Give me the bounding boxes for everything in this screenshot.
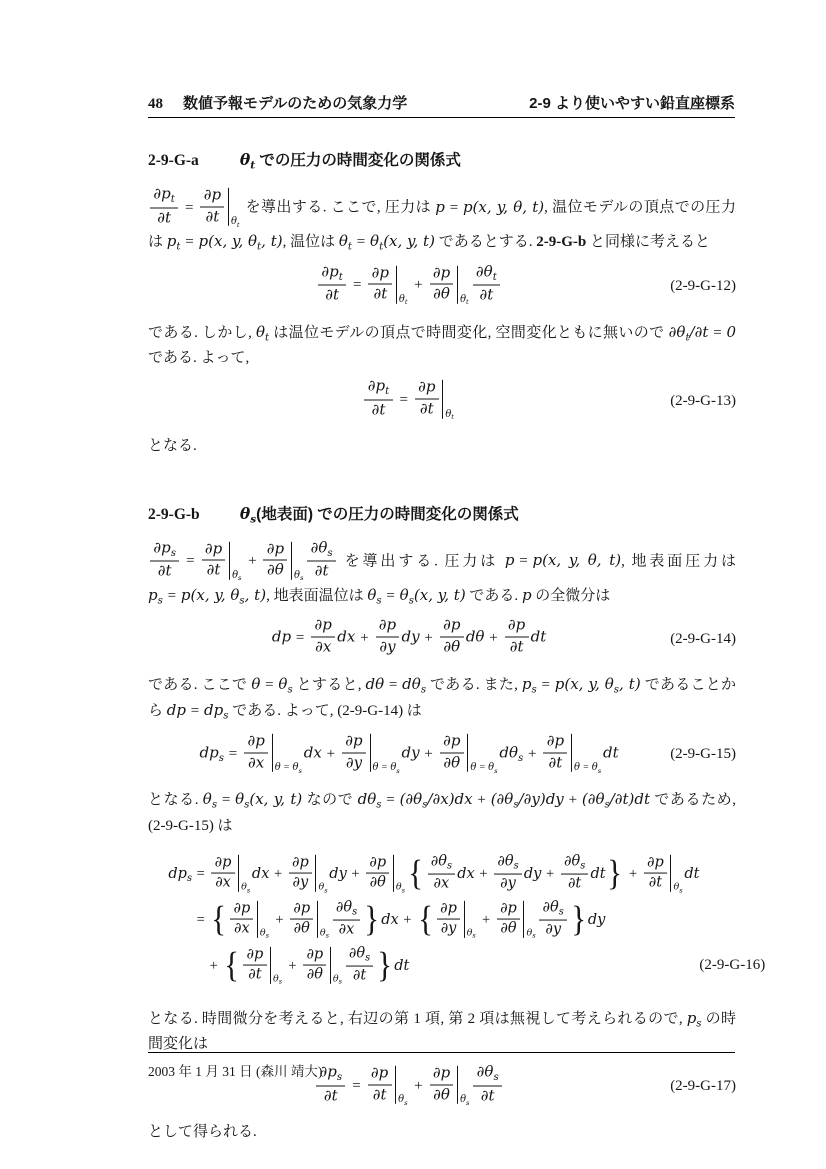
equation-2-9-G-16 xyxy=(148,848,766,993)
equation-16-lines xyxy=(148,848,699,993)
header-rule xyxy=(148,117,735,118)
page-number: 48 xyxy=(148,96,163,112)
section-heading-2-9-G-a xyxy=(148,148,736,174)
footer-date: 2003 年 1 月 31 日 (森川 靖大) xyxy=(148,1064,323,1079)
paragraph-1: $\frac{\partial p_t}{\partial t}$ = $\frac{\partial p}{\partial t}$ $\theta_t$ を導出する. ここで, 圧力は p = p(x, y, θ, t), 温位モデルの頂点での圧力は $p_t = p(x$, y, $\theta_t$, t), 温位は $\theta_t = \theta_t(x$, y, t) であるとする. 2-9-G-b と同様に考えると xyxy=(148,184,736,253)
page-footer xyxy=(148,1052,735,1080)
paragraph-8: として得られる. xyxy=(148,1124,257,1141)
equation-12-tag: (2-9-G-12) xyxy=(670,277,736,294)
equation-2-9-G-14 xyxy=(148,615,736,658)
equation-16-wrap xyxy=(148,848,699,993)
equation-15-body: $dp_s$ = $\frac{\partial p}{\partial x}$ $\theta = \theta_s$ dx + $\frac{\partial p}{\partial y}$ $\theta = \theta_s$ dy + $\frac{\partial p}{\partial\theta}$ $\theta = \theta_s$ $d\theta_s$ + $\frac{\partial p}{\partial t}$ $\theta = \theta_s$ dt xyxy=(199,731,619,775)
paragraph-5: である. ここで $\theta = \theta_s$ とすると, $d\theta = d\theta_s$ である. また, $p_s = p(x$, y, $\theta_s$, t) であることから dp = $dp_s$ である. よって, (2-9-G-14) は xyxy=(148,674,736,722)
section-title-a: $\theta_t$ での圧力の時間変化の関係式 xyxy=(239,150,461,172)
equation-2-9-G-13 xyxy=(148,376,736,421)
equation-16-line-1-body: = $\frac{\partial p}{\partial x}$ $\theta_s$ dx + $\frac{\partial p}{\partial y}$ $\theta_s$ dy + $\frac{\partial p}{\partial\theta}$ $\theta_s$ { $\frac{\partial\theta_s}{\partial x}$ dx + $\frac{\partial\theta_s}{\partial y}$ dy + $\frac{\partial\theta_s}{\partial t}$ dt} + $\frac{\partial p}{\partial t}$ $\theta_s$ dt xyxy=(196,853,700,895)
header-line xyxy=(148,92,735,113)
equation-12-body: $\frac{\partial p_t}{\partial t}$ = $\frac{\partial p}{\partial t}$ $\theta_t$ + $\frac{\partial p}{\partial\theta}$ $\theta_t$ $\frac{\partial\theta_t}{\partial t}$ xyxy=(148,265,670,307)
paragraph-4: $\frac{\partial p_s}{\partial t}$ = $\frac{\partial p}{\partial t}$ $\theta_s$ + $\frac{\partial p}{\partial\theta}$ $\theta_s$ $\frac{\partial\theta_s}{\partial t}$ を導出する. 圧力は p = p(x, y, θ, t), 地表面圧力は $p_s = p(x$, y, $\theta_s$, t), 地表面温位は $\theta_s = \theta_s(x$, y, t) である. p の全微分は xyxy=(148,538,736,607)
equation-17-body: $\frac{\partial p_s}{\partial t}$ = $\frac{\partial p}{\partial t}$ $\theta_s$ + $\frac{\partial p}{\partial\theta}$ $\theta_s$ $\frac{\partial\theta_s}{\partial t}$ xyxy=(148,1065,670,1107)
section-heading-2-9-G-b xyxy=(148,502,736,528)
section-label-a: 2-9-G-a xyxy=(148,152,199,169)
equation-16-line-1-lhs: $dp_s$ xyxy=(168,865,192,884)
equation-13-tag: (2-9-G-13) xyxy=(670,392,736,409)
equation-2-9-G-15 xyxy=(148,731,736,775)
header-left-title: 数値予報モデルのための気象力学 xyxy=(183,95,408,112)
document-body xyxy=(148,126,766,1153)
paragraph-3: となる. xyxy=(148,437,197,454)
equation-14-tag: (2-9-G-14) xyxy=(670,630,736,647)
equation-13-body: $\frac{\partial p_t}{\partial t}$ = $\frac{\partial p}{\partial t}$ $\theta_t$ xyxy=(148,379,670,421)
paragraph-2: である. しかし, $\theta_t$ は温位モデルの頂点で時間変化, 空間変化ともに無いので $\partial\theta_t/\partial t = 0$ である. よって, xyxy=(148,322,736,367)
section-title-b: $\theta_s$(地表面) での圧力の時間変化の関係式 xyxy=(239,503,519,525)
equation-16-line-1 xyxy=(148,855,699,894)
equation-16-tag: (2-9-G-16) xyxy=(699,956,766,973)
section-label-b: 2-9-G-b xyxy=(148,505,200,523)
header-right-title: 2-9 より使いやすい鉛直座標系 xyxy=(529,95,735,112)
page-header xyxy=(148,92,735,118)
equation-16-line-2-body: = { $\frac{\partial p}{\partial x}$ $\theta_s$ + $\frac{\partial p}{\partial\theta}$ $\theta_s$ $\frac{\partial\theta_s}{\partial x}$ } dx + { $\frac{\partial p}{\partial y}$ $\theta_s$ + $\frac{\partial p}{\partial\theta}$ $\theta_s$ $\frac{\partial\theta_s}{\partial y}$ } dy xyxy=(196,898,606,941)
equation-16-line-2 xyxy=(148,898,699,941)
footer-rule xyxy=(148,1052,735,1053)
equation-17-tag: (2-9-G-17) xyxy=(670,1078,736,1095)
equation-16-line-3 xyxy=(148,944,699,986)
equation-2-9-G-12 xyxy=(148,262,736,307)
equation-15-tag: (2-9-G-15) xyxy=(670,746,736,763)
equation-16-line-3-body: + { $\frac{\partial p}{\partial t}$ $\theta_s$ + $\frac{\partial p}{\partial\theta}$ $\theta_s$ $\frac{\partial\theta_s}{\partial t}$ } dt xyxy=(209,944,410,986)
paragraph-7: となる. 時間微分を考えると, 右辺の第 1 項, 第 2 項は無視して考えられるので, $p_s$ の時間変化は xyxy=(148,1008,736,1053)
paragraph-6: となる. $\theta_s = \theta_s(x$, y, t) なので $d\theta_s = (\partial\theta_s/\partial x)dx + (\partial\theta_s/\partial y)dy + (\partial\theta_s/\partial t)dt$ であるため, (2-9-G-15) は xyxy=(148,790,736,835)
equation-14-body: dp = $\frac{\partial p}{\partial x}$ dx + $\frac{\partial p}{\partial y}$ dy + $\frac{\partial p}{\partial\theta}$ dθ + $\frac{\partial p}{\partial t}$ dt xyxy=(271,615,547,656)
